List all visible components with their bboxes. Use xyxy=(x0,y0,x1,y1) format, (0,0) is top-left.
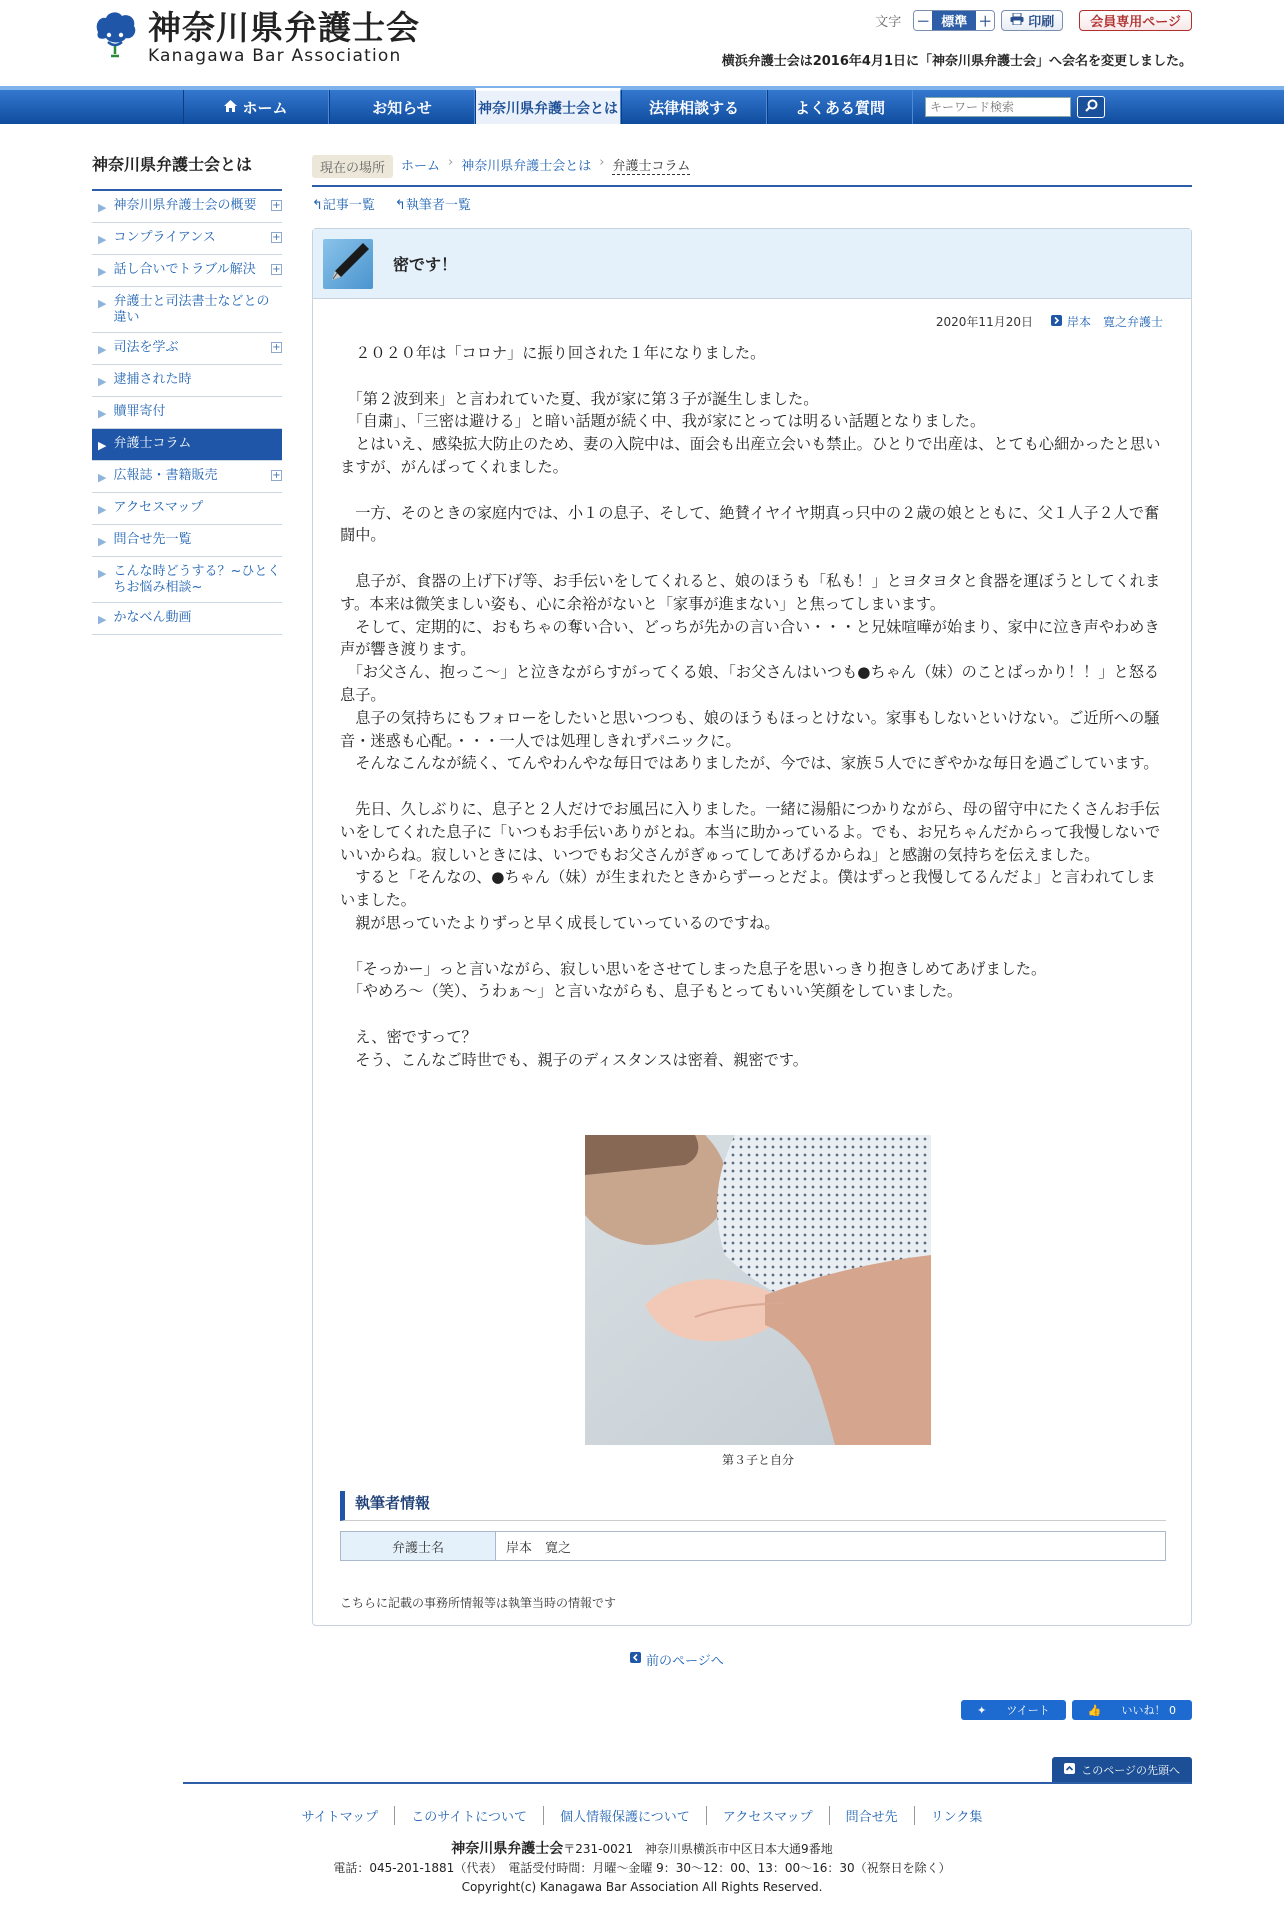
logo-japanese: 神奈川県弁護士会 xyxy=(148,8,420,47)
sidebar-item-label: 逮捕された時 xyxy=(113,372,192,387)
return-arrow-icon: ↰ xyxy=(394,198,406,213)
thumbs-up-icon: 👍 xyxy=(1080,1700,1110,1720)
site-header xyxy=(0,0,1284,86)
nav-about[interactable]: 神奈川県弁護士会とは xyxy=(475,88,621,124)
footer-divider xyxy=(183,1782,1192,1784)
arrow-right-icon: ▶ xyxy=(98,471,107,484)
sidebar-item-quick-consult[interactable] xyxy=(92,557,282,603)
utility-bar xyxy=(875,10,1192,31)
article-paragraph: 一方、そのときの家庭内では、小１の息子、そして、絶賛イヤイヤ期真っ只中の２歳の娘とともに、父１人子２人で奮闘中。 xyxy=(340,503,1160,545)
print-button[interactable] xyxy=(1001,10,1063,31)
search-button[interactable] xyxy=(1077,96,1105,118)
printer-icon xyxy=(1010,13,1024,29)
article-photo xyxy=(585,1135,931,1445)
text-size-control xyxy=(913,10,995,31)
author-info-table xyxy=(340,1531,1166,1561)
author-info-value: 岸本 寛之 xyxy=(506,1540,572,1556)
photo-caption: 第３子と自分 xyxy=(721,1453,794,1467)
like-label: いいね！ 0 xyxy=(1114,1700,1185,1720)
sidebar-item-donation[interactable] xyxy=(92,397,282,429)
print-label: 印刷 xyxy=(1028,15,1055,30)
sidebar-item-learn-justice[interactable] xyxy=(92,333,282,365)
footer-link-contact[interactable]: 問合せ先 xyxy=(829,1806,914,1825)
sidebar-item-differences[interactable] xyxy=(92,287,282,333)
author-list-link[interactable] xyxy=(395,194,471,213)
article-paragraph: 「第２波到来」と言われていた夏、我が家に第３子が誕生しました。 「自粛」、「三密は避ける」と暗い話題が続く中、我が家にとっては明るい話題となりました。 とはいえ、感染拡大防止のため、妻の入院中は、面会も出産立会いも禁止。ひとりで出産は、とても心細かったと思いますが、がんばってくれました。 xyxy=(340,389,1161,476)
text-smaller-button[interactable]: － xyxy=(914,11,932,30)
article-header xyxy=(313,229,1191,299)
link-arrow-icon xyxy=(1051,315,1062,329)
search-icon xyxy=(1085,99,1098,116)
sidebar-item-label: 話し合いでトラブル解決 xyxy=(113,262,256,277)
expand-icon[interactable]: + xyxy=(272,264,281,275)
expand-icon[interactable]: + xyxy=(272,470,281,481)
article-paragraph: ２０２０年は「コロナ」に振り回された１年になりました。 xyxy=(340,344,766,362)
chevron-up-icon xyxy=(1064,1763,1075,1777)
article-meta xyxy=(936,313,1163,330)
site-logo[interactable] xyxy=(92,10,420,66)
sidebar-item-videos[interactable] xyxy=(92,603,282,635)
article-list-link[interactable] xyxy=(312,194,375,213)
footer-copyright: Copyright(c) Kanagawa Bar Association All Rights Reserved. xyxy=(461,1880,823,1894)
arrow-right-icon: ▶ xyxy=(98,343,107,356)
footer-link-about-site[interactable]: このサイトについて xyxy=(394,1806,543,1825)
nav-news[interactable]: お知らせ xyxy=(329,90,475,124)
tweet-label: ツイート xyxy=(998,1700,1057,1720)
breadcrumb-home[interactable]: ホーム xyxy=(401,159,441,174)
nav-consultation[interactable]: 法律相談する xyxy=(621,90,767,124)
back-to-top-button[interactable] xyxy=(1052,1757,1192,1782)
previous-page-label: 前のページへ xyxy=(646,1654,724,1669)
nav-search xyxy=(913,90,1105,124)
expand-icon[interactable]: + xyxy=(272,232,281,243)
arrow-right-icon: ▶ xyxy=(98,407,107,420)
sidebar-item-label: 神奈川県弁護士会の概要 xyxy=(113,198,257,213)
article-paragraph: 先日、久しぶりに、息子と２人だけでお風呂に入りました。一緒に湯船につかりながら、母の留守中にたくさんお手伝いをしてくれた息子に「いつもお手伝いありがとね。本当に助かっているよ。でも、お兄ちゃんだからって我慢しないでいいからね。寂しいときには、いつでもお父さんがぎゅってしてあげるからね」と感謝の気持ちを伝えました。 すると「そんなの、●ちゃん（妹）が生まれたときからずーっとだよ。僕はずっと我慢してるんだよ」と言われてしまいました。 親が思っていたよりずっと早く成長していっているのですね。 xyxy=(340,799,1161,932)
previous-page-link[interactable] xyxy=(630,1650,724,1669)
association-mark-icon xyxy=(92,10,138,60)
nav-faq[interactable]: よくある質問 xyxy=(767,90,913,124)
author-list-label: 執筆者一覧 xyxy=(405,198,471,213)
footer-address-line: 〒231-0021 神奈川県横浜市中区日本大通9番地 xyxy=(563,1842,833,1856)
footer-phone: 電話：045-201-1881（代表） 電話受付時間：月曜～金曜 9：30～12：00、13：00～16：30（祝祭日を除く） xyxy=(333,1861,951,1875)
expand-icon[interactable]: + xyxy=(272,342,281,353)
footer-link-access[interactable]: アクセスマップ xyxy=(706,1806,829,1825)
breadcrumb xyxy=(312,155,1192,187)
chevron-right-icon: › xyxy=(599,155,605,170)
home-icon xyxy=(224,98,237,116)
arrow-right-icon: ▶ xyxy=(98,233,107,246)
member-page-button[interactable]: 会員専用ページ xyxy=(1079,10,1192,31)
author-info-heading: 執筆者情報 xyxy=(340,1491,1166,1521)
sidebar-item-column[interactable] xyxy=(92,429,282,461)
arrow-right-icon: ▶ xyxy=(98,567,107,580)
return-arrow-icon: ↰ xyxy=(312,198,323,213)
sidebar-item-label: 弁護士と司法書士などとの違い xyxy=(113,294,270,325)
footer-links xyxy=(0,1806,1284,1825)
twitter-bird-icon: ✦ xyxy=(969,1700,994,1720)
logo-english: Kanagawa Bar Association xyxy=(148,46,402,66)
sidebar-item-arrested[interactable] xyxy=(92,365,282,397)
social-buttons xyxy=(961,1700,1192,1720)
arrow-right-icon: ▶ xyxy=(98,439,107,452)
sidebar-item-label: かなべん動画 xyxy=(113,610,192,625)
author-link[interactable] xyxy=(1051,313,1163,330)
author-name: 岸本 寛之弁護士 xyxy=(1066,315,1163,329)
footer-address xyxy=(0,1840,1284,1897)
arrow-right-icon: ▶ xyxy=(98,613,107,626)
text-size-label: 文字 xyxy=(875,15,902,30)
article-list-label: 記事一覧 xyxy=(322,198,375,213)
sidebar xyxy=(92,152,282,635)
global-nav xyxy=(0,86,1284,124)
article-body xyxy=(340,342,1170,1094)
arrow-right-icon: ▶ xyxy=(98,297,107,310)
footer-link-privacy[interactable]: 個人情報保護について xyxy=(543,1806,706,1825)
sidebar-item-label: 問合せ先一覧 xyxy=(113,532,192,547)
chevron-left-icon xyxy=(630,1652,641,1667)
like-button[interactable] xyxy=(1072,1700,1192,1720)
breadcrumb-here-label: 現在の場所 xyxy=(312,155,393,178)
expand-icon[interactable]: + xyxy=(272,200,281,211)
article-paragraph: 息子が、食器の上げ下げ等、お手伝いをしてくれると、娘のほうも「私も！」とヨタヨタと食器を運ぼうとしてくれます。本来は微笑ましい姿も、心に余裕がないと「家事が進まない」と焦ってしまいます。 そして、定期的に、おもちゃの奪い合い、どっちが先かの言い合い・・・と兄妹喧嘩が始まり、家中に泣き声やわめき声が響き渡ります。 「お父さん、抱っこ～」と泣きながらすがってくる娘、「お父さんはいつも●ちゃん（妹）のことばっかり！！」と怒る息子。 息子の気持ちにもフォローをしたいと思いつつも、娘のほうもほっとけない。家事もしないといけない。ご近所への騒音・迷惑も心配。・・・一人では処理しきれずパニックに。 そんなこんなが続く、てんやわんやな毎日ではありましたが、今では、家族５人でにぎやかな毎日を過ごしています。 xyxy=(340,571,1161,773)
sidebar-item-contacts[interactable] xyxy=(92,525,282,557)
sidebar-item-label: 広報誌・書籍販売 xyxy=(113,468,218,483)
info-disclaimer: こちらに記載の事務所情報等は執筆当時の情報です xyxy=(340,1596,617,1610)
sidebar-menu xyxy=(92,191,282,635)
breadcrumb-current: 弁護士コラム xyxy=(612,155,690,175)
arrow-right-icon: ▶ xyxy=(98,201,107,214)
article-box xyxy=(312,228,1192,1626)
text-standard-button[interactable]: 標準 xyxy=(932,11,976,30)
article-paragraph: 「そっかー」っと言いながら、寂しい思いをさせてしまった息子を思いっきり抱きしめてあげました。 「やめろ～（笑）、うわぁ～」と言いながらも、息子もとってもいい笑顔をしていました。 xyxy=(355,959,1047,1001)
breadcrumb-about[interactable]: 神奈川県弁護士会とは xyxy=(461,159,592,174)
sidebar-item-label: コンプライアンス xyxy=(113,230,216,245)
name-change-notice: 横浜弁護士会は2016年4月1日に「神奈川県弁護士会」へ会名を変更しました。 xyxy=(721,54,1192,69)
author-info-label: 弁護士名 xyxy=(341,1532,496,1560)
chevron-right-icon: › xyxy=(448,155,454,170)
sidebar-item-label: 司法を学ぶ xyxy=(113,340,179,355)
arrow-right-icon: ▶ xyxy=(98,535,107,548)
text-larger-button[interactable]: ＋ xyxy=(976,11,994,30)
sidebar-item-overview[interactable] xyxy=(92,191,282,223)
footer-org: 神奈川県弁護士会 xyxy=(451,1841,564,1857)
sidebar-item-access-map[interactable] xyxy=(92,493,282,525)
arrow-right-icon: ▶ xyxy=(98,503,107,516)
back-links xyxy=(312,194,471,213)
search-input[interactable] xyxy=(925,97,1071,117)
tweet-button[interactable] xyxy=(961,1700,1066,1720)
nav-home-label: ホーム xyxy=(242,98,288,117)
arrow-right-icon: ▶ xyxy=(98,375,107,388)
sidebar-item-publications[interactable] xyxy=(92,461,282,493)
sidebar-item-label: アクセスマップ xyxy=(113,500,204,515)
fountain-pen-icon xyxy=(323,239,373,289)
article-paragraph: え、密ですって？ そう、こんなご時世でも、親子のディスタンスは密着、親密です。 xyxy=(355,1027,808,1069)
article-title: 密です！ xyxy=(393,255,458,274)
footer-link-sitemap[interactable]: サイトマップ xyxy=(301,1810,379,1825)
article-date: 2020年11月20日 xyxy=(935,315,1033,329)
sidebar-item-label: 弁護士コラム xyxy=(113,436,192,451)
sidebar-item-label: 贖罪寄付 xyxy=(113,404,166,419)
sidebar-item-compliance[interactable] xyxy=(92,223,282,255)
nav-home[interactable] xyxy=(183,90,329,124)
sidebar-item-adr[interactable] xyxy=(92,255,282,287)
back-to-top-label: このページの先頭へ xyxy=(1081,1763,1180,1777)
sidebar-title: 神奈川県弁護士会とは xyxy=(92,152,282,191)
arrow-right-icon: ▶ xyxy=(98,265,107,278)
footer-link-links[interactable]: リンク集 xyxy=(914,1806,999,1825)
sidebar-item-label: こんな時どうする？~ひとくちお悩み相談~ xyxy=(113,564,281,595)
